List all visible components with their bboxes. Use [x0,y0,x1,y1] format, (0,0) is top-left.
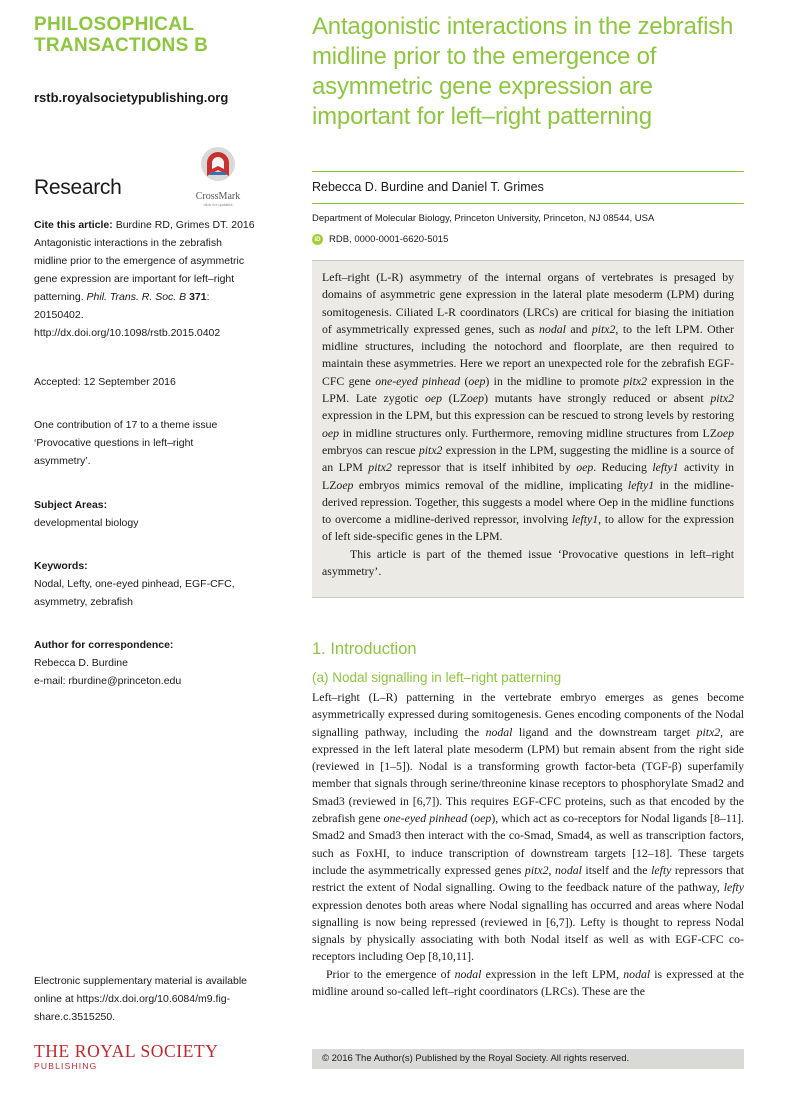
corr-name: Rebecca D. Burdine [34,657,128,669]
cite-line5a: patterning. [34,291,87,303]
cite-line2: Antagonistic interactions in the zebrafish [34,237,222,249]
copyright-bar: © 2016 The Author(s) Published by the Royal Society. All rights reserved. [312,1049,744,1069]
subject-value: developmental biology [34,517,139,529]
orcid-row[interactable] [312,234,448,245]
title-line2: midline prior to the emergence of [312,43,657,70]
journal-name-line2: TRANSACTIONS B [34,35,209,56]
cite-line5b: : [206,291,210,303]
keywords [34,557,274,611]
crossmark-label: CrossMark [195,191,241,202]
corr-heading: Author for correspondence: [34,639,174,651]
keywords-heading: Keywords: [34,560,88,572]
orcid-id[interactable]: RDB, 0000-0001-6620-5015 [329,234,449,245]
supp-line2[interactable]: online at https://dx.doi.org/10.6084/m9.fig- [34,993,231,1005]
title-line4: important for left–right patterning [312,103,652,130]
crossmark-badge[interactable] [188,146,248,207]
publisher-logo: THE ROYAL SOCIETY [34,1041,219,1061]
body-paragraph-1: Left–right (L–R) patterning in the vertebrate embryo emerges as genes become asymmetrically expressed during somitogenesis. Genes encoding components of the Nodal signalling pathway, including the nodal ligand and the downstream target pitx2, are expressed in the left lateral plate mesoderm (LPM) but remain absent from the right side (reviewed in [1–5]). Nodal is a transforming growth factor-beta (TGF-β) superfamily member that signals through serine/threonine kinase receptors to phosphorylate Smad2 and Smad3 (reviewed in [6,7]). This requires EGF-CFC proteins, such as that encoded by the zebrafish gene one-eyed pinhead (oep), which act as co-receptors for Nodal ligands [8–11]. Smad2 and Smad3 then interact with the co-Smad, Smad4, as well as transcription factors, such as FoxHI, to induce transcription of downstream targets [12–18]. These targets include the asymmetrically expressed genes pitx2, nodal itself and the lefty repressors that restrict the extent of Nodal signalling. Owing to the feedback nature of the pathway, lefty expression denotes both areas where Nodal signalling has occurred and areas where Nodal signalling is now being repressed (reviewed in [6,7]). Lefty is thought to repress Nodal signals by physically associating with both Nodal itself as well as with EGF-CFC co-receptors including Oep [8,10,11]. [312,690,744,964]
title-line3: asymmetric gene expression are [312,73,653,100]
journal-url[interactable]: rstb.royalsocietypublishing.org [34,90,229,105]
theme-line3: asymmetry’. [34,455,91,467]
abstract-box [312,260,744,598]
body-paragraph-2: Prior to the emergence of nodal expression in the left LPM, nodal is expressed at the midline around so-called left–right coordinators (LRCs). These are the [312,966,745,999]
accepted-date: Accepted: 12 September 2016 [34,376,176,388]
supp-line1: Electronic supplementary material is available [34,975,248,987]
doi-link[interactable]: http://dx.doi.org/10.1098/rstb.2015.0402 [34,327,221,339]
journal-name [34,14,274,56]
section-label: Research [34,176,122,199]
cite-line3: midline prior to the emergence of asymmetric [34,255,245,267]
cite-line6: 20150402. [34,309,84,321]
corr-email[interactable]: e-mail: rburdine@princeton.edu [34,675,182,687]
theme-issue-note [34,416,274,470]
cite-label: Cite this article: [34,219,113,231]
orcid-icon: iD [312,234,323,245]
abstract-theme-note: This article is part of the themed issue ‘Provocative questions in left–right asymmetry’. [322,546,734,579]
authors-divider [312,203,744,204]
citation-block [34,216,274,342]
publisher-logo-sub: PUBLISHING [34,1061,98,1071]
subject-heading: Subject Areas: [34,499,108,511]
keywords-line2: asymmetry, zebrafish [34,596,133,608]
body-text [312,689,744,1000]
cite-line1: Burdine RD, Grimes DT. 2016 [112,219,255,231]
crossmark-icon [200,146,236,184]
authors: Rebecca D. Burdine and Daniel T. Grimes [312,180,544,194]
keywords-line1: Nodal, Lefty, one-eyed pinhead, EGF-CFC, [34,578,235,590]
section-heading: 1. Introduction [312,640,417,658]
cite-line4: gene expression are important for left–right [34,273,235,285]
theme-line2: ‘Provocative questions in left–right [34,437,194,449]
affiliation: Department of Molecular Biology, Princeton University, Princeton, NJ 08544, USA [312,213,655,224]
subject-areas [34,496,274,532]
cite-volume: 371 [189,291,207,303]
cite-journal: Phil. Trans. R. Soc. B [86,291,187,303]
article-title [312,12,742,132]
journal-name-line1: PHILOSOPHICAL [34,14,195,35]
crossmark-sub: click for updates [203,202,233,207]
supplementary-note [34,972,274,1026]
title-divider [312,171,744,172]
correspondence [34,636,274,690]
title-line1: Antagonistic interactions in the zebrafish [312,13,734,40]
supp-line3[interactable]: share.c.3515250. [34,1011,116,1023]
theme-line1: One contribution of 17 to a theme issue [34,419,218,431]
subsection-heading: (a) Nodal signalling in left–right patterning [312,670,562,685]
abstract-paragraph: Left–right (L-R) asymmetry of the internal organs of vertebrates is presaged by domains of asymmetric gene expression in the lateral plate mesoderm (LPM) during somitogenesis. Ciliated L-R coordinators (LRCs) are critical for biasing the initiation of asymmetrically expressed genes, such as nodal and pitx2, to the left LPM. Other midline structures, including the notochord and floorplate, are then required to maintain these asymmetries. Here we report an unexpected role for the zebrafish EGF-CFC gene one-eyed pinhead (oep) in the midline to promote pitx2 expression in the LPM. Late zygotic oep (LZoep) mutants have strongly reduced or absent pitx2 expression in the LPM, but this expression can be rescued to strong levels by restoring oep in midline structures only. Furthermore, removing midline structures from LZoep embryos can rescue pitx2 expression in the LPM, suggesting the midline is a source of an LPM pitx2 repressor that is itself inhibited by oep. Reducing lefty1 activity in LZoep embryos mimics removal of the midline, implicating lefty1 in the midline-derived repression. Together, this suggests a model where Oep in the midline functions to overcome a midline-derived repressor, involving lefty1, to allow for the expression of left side-specific genes in the LPM. [322,270,735,544]
